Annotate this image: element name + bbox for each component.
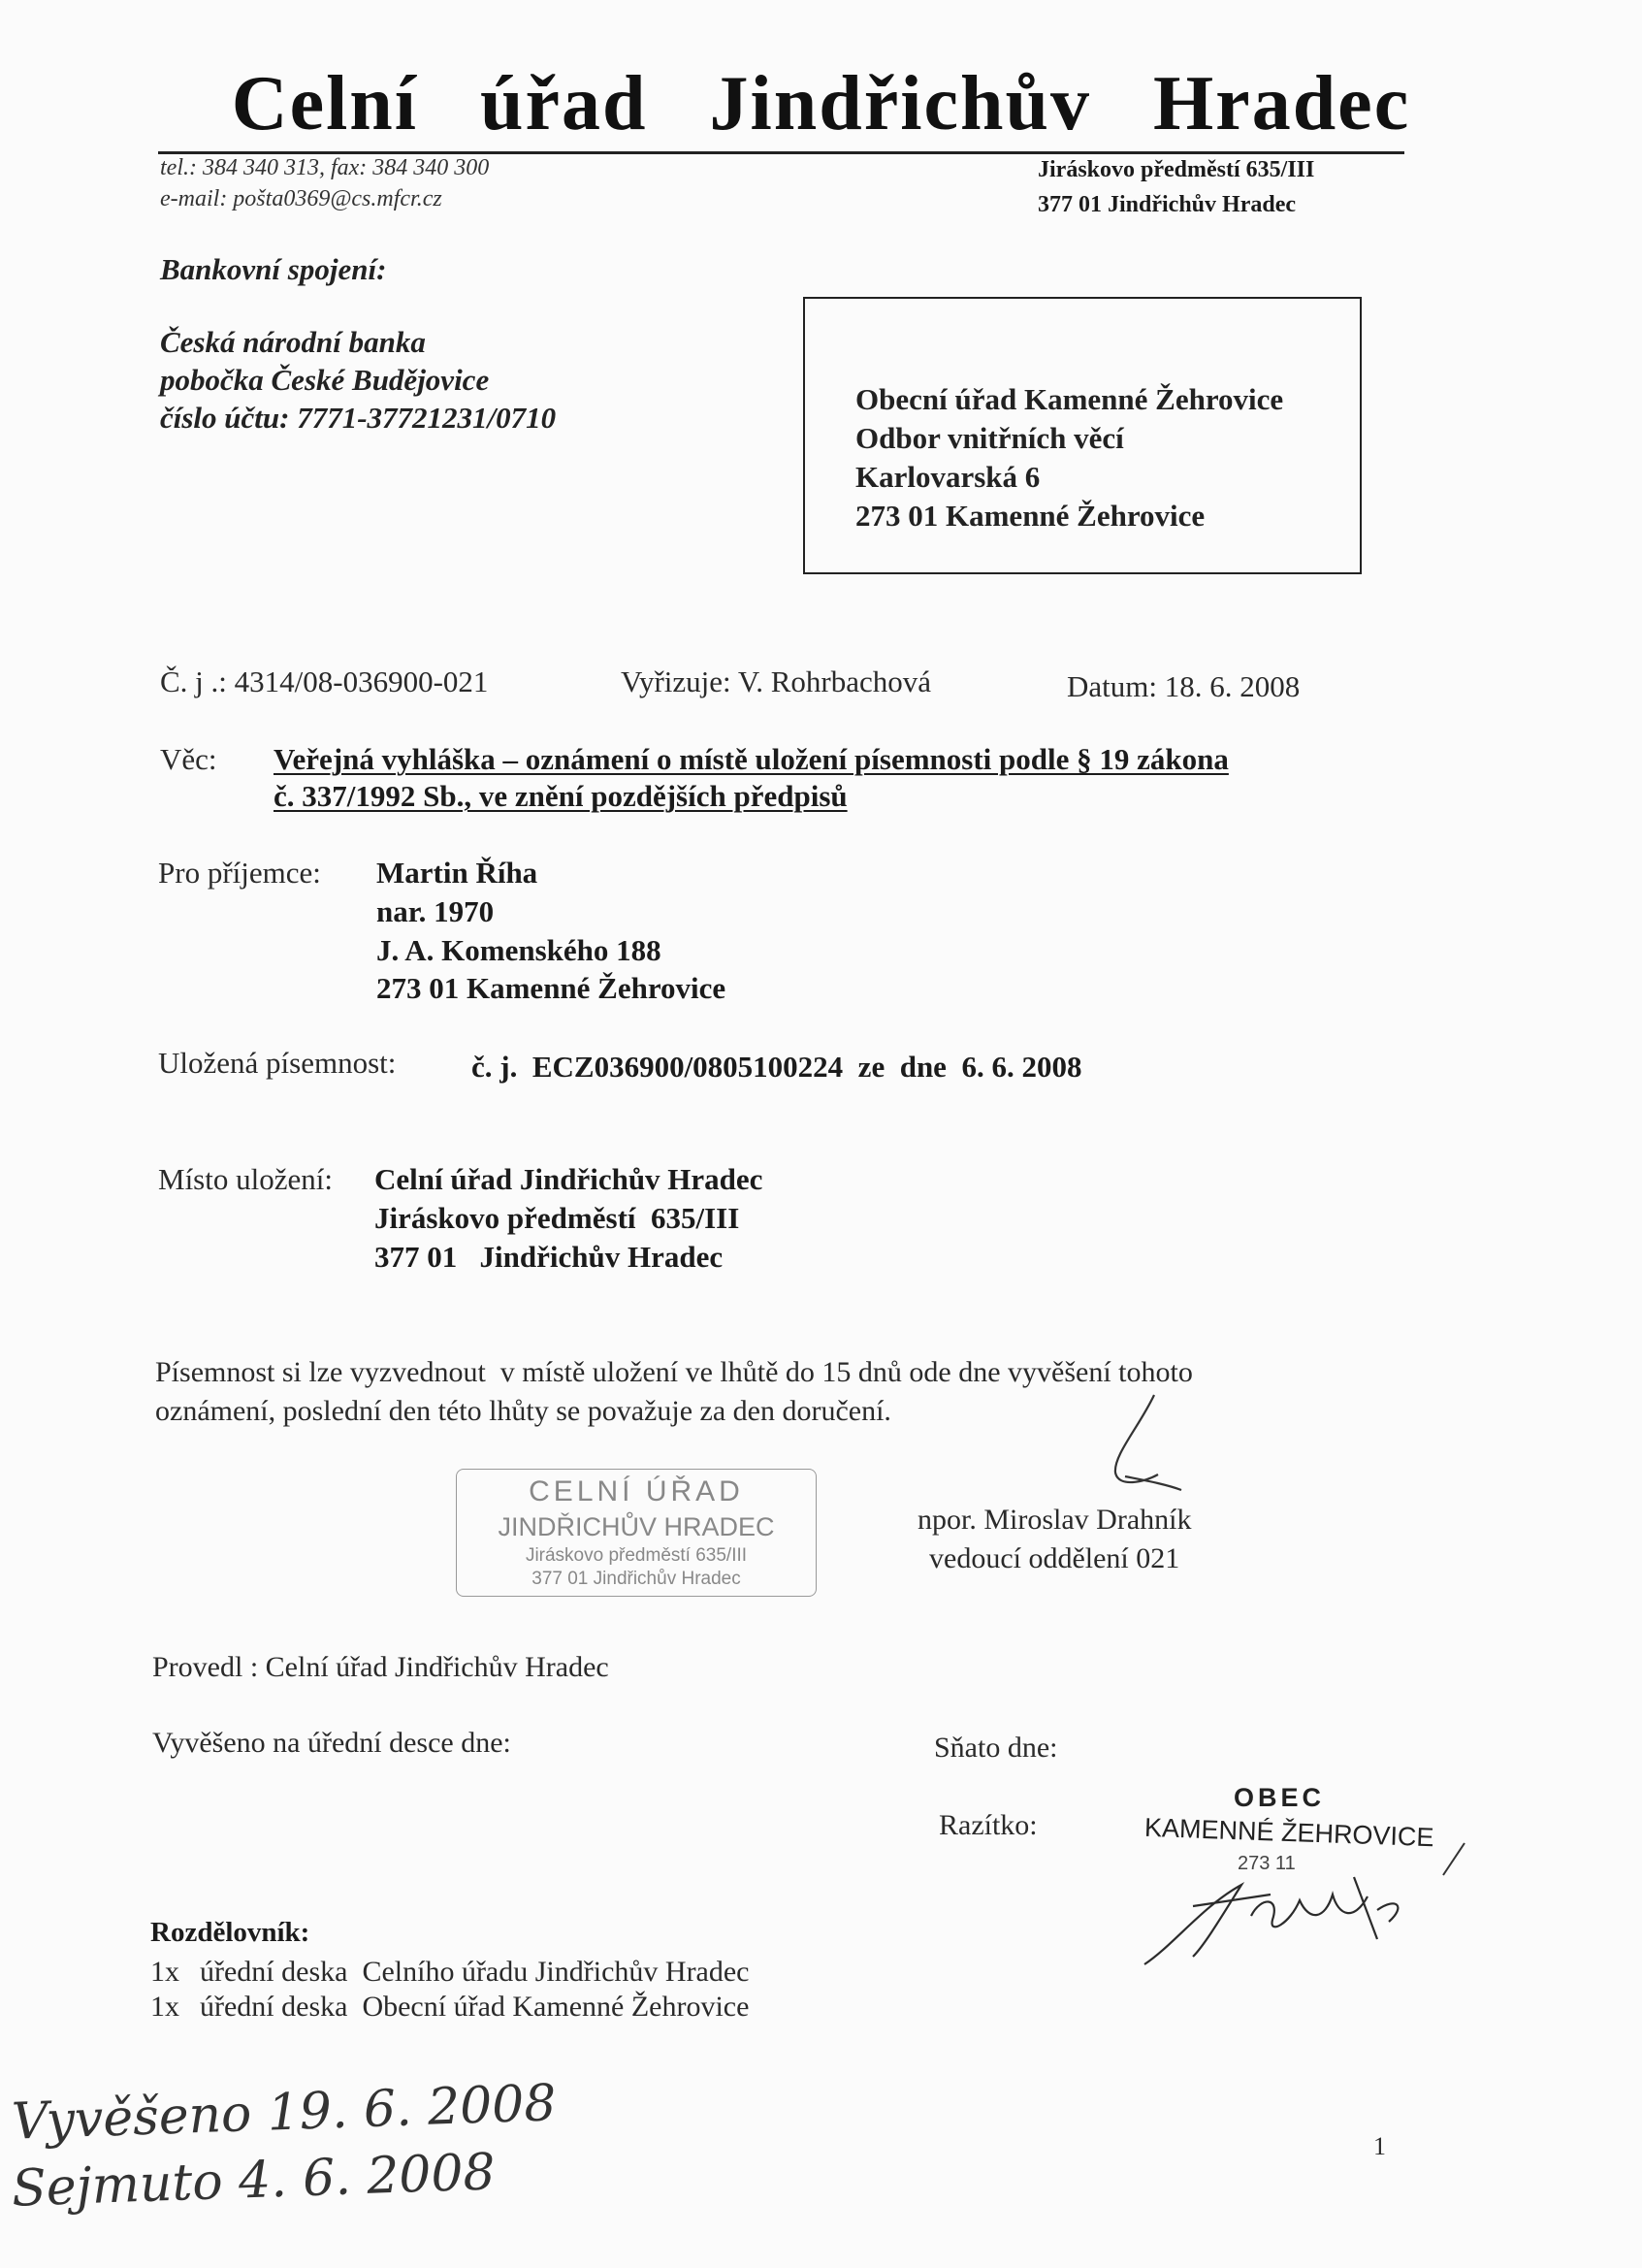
municipal-stamp-line3: 273 11 bbox=[1238, 1853, 1296, 1874]
municipal-signature bbox=[1135, 1838, 1474, 1984]
storage-place-line1: Celní úřad Jindřichův Hradec bbox=[374, 1162, 763, 1196]
municipal-stamp-line1: OBEC bbox=[1234, 1783, 1326, 1812]
header-address-line2: 377 01 Jindřichův Hradec bbox=[1038, 192, 1297, 217]
stamp-line4: 377 01 Jindřichův Hradec bbox=[531, 1569, 741, 1589]
body-line2: oznámení, poslední den této lhůty se považuje za den doručení. bbox=[155, 1395, 891, 1427]
header-email: e-mail: pošta0369@cs.mfcr.cz bbox=[160, 186, 442, 211]
office-title: Celní úřad Jindřichův Hradec bbox=[231, 61, 1411, 146]
body-line1: Písemnost si lze vyzvednout v místě uložení ve lhůtě do 15 dnů ode dne vyvěšení tohoto bbox=[155, 1356, 1193, 1388]
signature-mark bbox=[1086, 1387, 1193, 1504]
stored-document-label: Uložená písemnost: bbox=[158, 1046, 397, 1080]
addressee-street: J. A. Komenského 188 bbox=[376, 933, 661, 967]
municipal-stamp-line2: KAMENNÉ ŽEHROVICE bbox=[1143, 1812, 1434, 1853]
recipient-line1: Obecní úřad Kamenné Žehrovice bbox=[855, 382, 1284, 416]
page-number: 1 bbox=[1373, 2132, 1386, 2160]
posted-on-board: Vyvěšeno na úřední desce dne: bbox=[152, 1727, 511, 1759]
storage-place-label: Místo uložení: bbox=[158, 1162, 333, 1196]
addressee-city: 273 01 Kamenné Žehrovice bbox=[376, 971, 726, 1005]
reference-number: Č. j .: 4314/08-036900-021 bbox=[160, 664, 489, 698]
stamp-line1: CELNÍ ÚŘAD bbox=[529, 1475, 744, 1507]
distribution-item-1: úřední deska Celního úřadu Jindřichův Hradec bbox=[200, 1956, 750, 1988]
handler: Vyřizuje: V. Rohrbachová bbox=[621, 664, 931, 698]
distribution-item-2: úřední deska Obecní úřad Kamenné Žehrovice bbox=[200, 1991, 750, 2023]
storage-place-line2: Jiráskovo předměstí 635/III bbox=[374, 1201, 740, 1235]
signatory-role: vedoucí oddělení 021 bbox=[929, 1542, 1180, 1574]
distribution-count-2: 1x bbox=[150, 1991, 179, 2023]
subject-line1: Veřejná vyhláška – oznámení o místě uložení písemnosti podle § 19 zákona bbox=[274, 742, 1229, 776]
removed-date: Sňato dne: bbox=[934, 1732, 1058, 1764]
bank-account: číslo účtu: 7771-37721231/0710 bbox=[160, 401, 557, 435]
header-address-line1: Jiráskovo předměstí 635/III bbox=[1038, 157, 1315, 182]
addressee-name: Martin Říha bbox=[376, 856, 538, 890]
bank-name: Česká národní banka bbox=[160, 325, 426, 359]
stamp-line2: JINDŘICHŮV HRADEC bbox=[498, 1512, 775, 1541]
subject-label: Věc: bbox=[160, 742, 217, 776]
addressee-label: Pro příjemce: bbox=[158, 856, 321, 890]
handwritten-removed-note: Sejmuto 4. 6. 2008 bbox=[11, 2143, 497, 2219]
recipient-line3: Karlovarská 6 bbox=[855, 460, 1041, 494]
distribution-heading: Rozdělovník: bbox=[150, 1917, 310, 1948]
recipient-address-box bbox=[803, 297, 1362, 574]
signatory-name: npor. Miroslav Drahník bbox=[918, 1504, 1192, 1536]
recipient-line2: Odbor vnitřních věcí bbox=[855, 421, 1124, 455]
subject-line2: č. 337/1992 Sb., ve znění pozdějších předpisů bbox=[274, 779, 848, 813]
distribution-count-1: 1x bbox=[150, 1956, 179, 1988]
bank-heading: Bankovní spojení: bbox=[160, 252, 387, 286]
recipient-line4: 273 01 Kamenné Žehrovice bbox=[855, 499, 1206, 533]
customs-office-stamp bbox=[456, 1469, 817, 1597]
stamp-line3: Jiráskovo předměstí 635/III bbox=[525, 1545, 748, 1566]
header-phone: tel.: 384 340 313, fax: 384 340 300 bbox=[160, 155, 490, 180]
stored-document-value: č. j. ECZ036900/0805100224 ze dne 6. 6. 2008 bbox=[471, 1050, 1082, 1084]
storage-place-line3: 377 01 Jindřichův Hradec bbox=[374, 1240, 724, 1274]
bank-branch: pobočka České Budějovice bbox=[160, 363, 490, 397]
seal-label: Razítko: bbox=[939, 1809, 1038, 1841]
addressee-born: nar. 1970 bbox=[376, 894, 495, 928]
header-rule bbox=[158, 151, 1404, 154]
document-date: Datum: 18. 6. 2008 bbox=[1067, 669, 1301, 703]
performed-by: Provedl : Celní úřad Jindřichův Hradec bbox=[152, 1651, 609, 1683]
handwritten-posted-note: Vyvěšeno 19. 6. 2008 bbox=[11, 2074, 558, 2152]
